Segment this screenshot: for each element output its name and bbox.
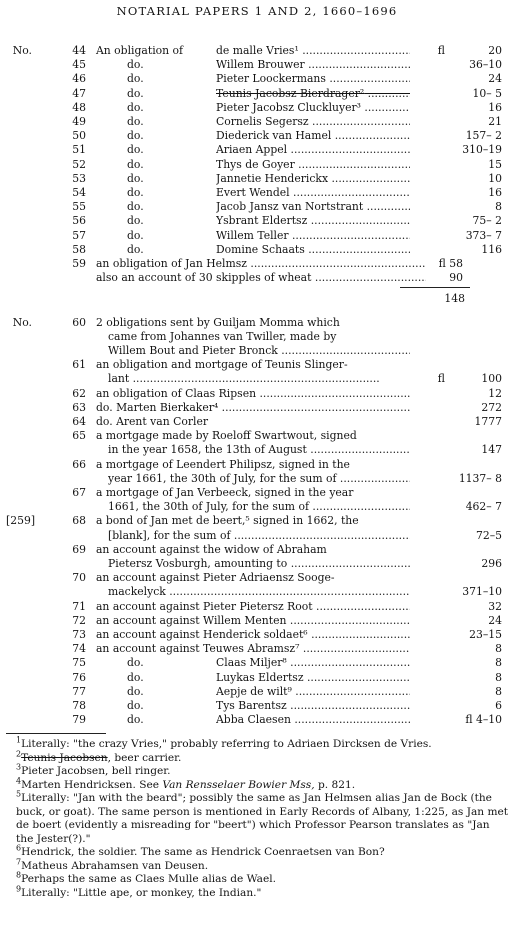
ledger-row: [0, 143, 514, 157]
ledger-row: [0, 115, 514, 129]
item-amount: 371–10: [462, 585, 502, 599]
item-description: do.: [127, 186, 144, 199]
item-name: Thys de Goyer .....: [216, 158, 410, 172]
item-name: Jannetie Henderickx .....: [216, 172, 410, 186]
amount: fl 58: [438, 257, 463, 270]
item-name: de malle Vries¹ .....: [216, 44, 410, 58]
item-number: 49: [72, 115, 86, 128]
item-description: do.: [127, 684, 144, 698]
item-amount: 1777: [474, 415, 502, 428]
item-description: in the year 1658, the 13th of August .....: [108, 443, 410, 457]
ledger-row: [0, 699, 514, 713]
footnote-text: p. 821.: [314, 778, 356, 791]
item-number: 48: [72, 100, 86, 114]
ledger-row: [0, 243, 514, 257]
ledger-row: [0, 316, 514, 330]
ledger-row: [0, 214, 514, 228]
item-description: do.: [127, 200, 144, 214]
item-amount: fl 4–10: [465, 713, 502, 727]
footnote-mark: 2: [16, 749, 22, 759]
footnote-text: Perhaps the same as Claes Mulle alias de Wael.: [21, 873, 276, 886]
ledger-row: [0, 372, 514, 386]
item-prefix: No.: [12, 44, 32, 57]
item-number: 72: [72, 613, 86, 627]
item-amount: 6: [495, 699, 502, 712]
item-description: do.: [127, 129, 144, 143]
item-description: an account against Teuwes Abramsz⁷ .....: [96, 642, 410, 656]
footnote-mark: 4: [16, 776, 22, 786]
item-amount: 272: [481, 400, 502, 414]
item-number: 45: [72, 58, 86, 72]
item-amount: 36–10: [469, 58, 502, 72]
item-description: a mortgage made by Roeloff Swartwout, signed: [96, 429, 357, 443]
item-amount: 75– 2: [472, 214, 502, 228]
item-description: do.: [127, 242, 144, 256]
item-amount: 157– 2: [465, 129, 502, 143]
item-number: 75: [72, 656, 86, 670]
item-amount: 310–19: [462, 143, 502, 157]
item-description: year 1661, the 30th of July, for the sum of .....: [108, 472, 410, 486]
footnote-text: Pieter Jacobsen, bell ringer.: [21, 765, 171, 778]
ledger-row: [0, 600, 514, 614]
ledger-row: [0, 257, 514, 271]
item-amount: 72–5: [475, 528, 502, 542]
ledger-row: [0, 656, 514, 670]
item-name: Ariaen Appel .....: [216, 143, 410, 157]
item-description: 2 obligations sent by Guiljam Momma which: [96, 315, 340, 329]
amount-prefix: fl: [437, 372, 445, 386]
ledger-row: [0, 571, 514, 585]
item-number: 50: [72, 129, 86, 143]
item-description: do.: [127, 214, 144, 228]
item-number: 46: [72, 72, 86, 86]
ledger-row: [0, 344, 514, 358]
ledger-row: [0, 101, 514, 115]
item-number: 63: [72, 400, 86, 414]
ledger-row: [0, 172, 514, 186]
ledger-row: [0, 614, 514, 628]
ledger-row: [0, 44, 514, 58]
item-amount: 10– 5: [472, 86, 502, 100]
item-amount: 16: [488, 186, 502, 199]
item-description: do.: [127, 72, 144, 86]
ledger-row: [0, 557, 514, 571]
amount: 90: [449, 271, 463, 285]
ledger-row: [0, 429, 514, 443]
item-number: 74: [72, 642, 86, 656]
item-name: Willem Teller .....: [216, 229, 410, 243]
item-name: Diederick van Hamel .....: [216, 129, 410, 143]
item-number: 44: [72, 44, 86, 57]
subtotal-amount: 148: [444, 292, 465, 306]
item-description: an account against Henderick soldaet⁶ .....: [96, 628, 410, 642]
ledger-row: [0, 486, 514, 500]
item-amount: 296: [481, 557, 502, 570]
item-name: Evert Wendel .....: [216, 186, 410, 200]
ledger-row: [0, 72, 514, 86]
footnote-mark: 7: [16, 857, 22, 867]
footnote-text: Matheus Abrahamsen van Deusen.: [21, 859, 209, 872]
footnote-text: Literally: "Jan with the beard"; possibly the same as Jan Helmsen alias Jan de Bock (the buck, or goat). The same person is mentioned in Early Records of Albany, 1:225, as Jan met de boert (evidently a misreading for "beert") which Professor Pearson translates as "Jan the Jester(?).": [16, 792, 509, 845]
ledger-row: [0, 472, 514, 486]
item-description: an account against Pieter Adriaensz Sooge-: [96, 571, 335, 585]
footnote: [16, 762, 510, 779]
item-name: Teunis Jacobsz Bierdrager² .....: [216, 87, 410, 101]
item-amount: 20: [488, 44, 502, 57]
ledger-row: [0, 713, 514, 727]
item-amount: 15: [488, 157, 502, 171]
item-amount: 21: [488, 115, 502, 128]
item-number: 51: [72, 143, 86, 157]
item-name: Tys Barentsz .....: [216, 699, 410, 713]
item-description: a mortgage of Leendert Philipsz, signed in the: [96, 457, 350, 471]
item-amount: 147: [481, 443, 502, 457]
item-name: Pieter Loockermans .....: [216, 72, 410, 86]
item-name: Luykas Eldertsz .....: [216, 671, 410, 685]
footnote-text: Literally: "Little ape, or monkey, the Indian.": [21, 886, 262, 899]
item-number: 67: [72, 486, 86, 499]
amount-prefix: fl: [437, 44, 445, 57]
ledger-row: [0, 292, 514, 306]
footnote: [16, 749, 510, 766]
item-amount: 116: [481, 242, 502, 256]
item-number: 56: [72, 214, 86, 228]
footnote-mark: 1: [16, 735, 22, 745]
item-name: Willem Brouwer .....: [216, 58, 410, 72]
item-number: 70: [72, 571, 86, 585]
footnote: [16, 776, 510, 793]
item-number: 77: [72, 684, 86, 698]
item-description: 1661, the 30th of July, for the sum of .....: [108, 500, 410, 514]
item-amount: 10: [488, 171, 502, 185]
item-number: 65: [72, 429, 86, 443]
item-description: do.: [127, 656, 144, 670]
ledger-row: [0, 415, 514, 429]
ledger-row: [0, 642, 514, 656]
ledger-row: [0, 200, 514, 214]
footnote: [16, 843, 510, 860]
item-number: 73: [72, 628, 86, 641]
ledger-row: [0, 443, 514, 457]
item-description: do.: [127, 58, 144, 72]
item-description: an account against the widow of Abraham: [96, 542, 327, 556]
item-description: lant .....: [108, 372, 410, 386]
item-name: Cornelis Segersz .....: [216, 115, 410, 129]
item-amount: 8: [495, 684, 502, 698]
item-amount: 8: [495, 670, 502, 684]
item-description: a bond of Jan met de beert,⁵ signed in 1662, the: [96, 514, 359, 528]
footnote-mark: 8: [16, 870, 22, 880]
ledger-row: [0, 543, 514, 557]
item-number: 59: [72, 257, 86, 270]
item-description: also an account of 30 skipples of wheat .....: [96, 271, 426, 285]
item-amount: 12: [488, 386, 502, 400]
item-number: 64: [72, 415, 86, 428]
item-number: 78: [72, 699, 86, 712]
item-description: Willem Bout and Pieter Bronck .....: [108, 344, 410, 358]
item-number: 60: [72, 315, 86, 329]
item-amount: 373– 7: [465, 228, 502, 242]
item-number: 53: [72, 171, 86, 185]
item-name: Pieter Jacobsz Cluckluyer³ .....: [216, 101, 410, 115]
item-number: 79: [72, 713, 86, 727]
item-description: an account against Pieter Pietersz Root .....: [96, 600, 410, 614]
item-number: 66: [72, 457, 86, 471]
item-description: do.: [127, 228, 144, 242]
footnote-mark: 6: [16, 843, 22, 853]
item-description: an obligation and mortgage of Teunis Slinger-: [96, 358, 348, 372]
item-amount: 24: [488, 72, 502, 86]
footnote-text: Hendrick, the soldier. The same as Hendrick Coenraetsen van Bon?: [21, 846, 385, 859]
footnote: [16, 857, 510, 874]
item-description: do.: [127, 699, 144, 712]
item-name: Claas Miljer⁸ .....: [216, 656, 410, 670]
item-amount: 8: [495, 656, 502, 670]
item-description: do. Marten Bierkaker⁴ .....: [96, 401, 410, 415]
item-description: do.: [127, 670, 144, 684]
ledger-row: [0, 401, 514, 415]
footnote-emphasis: Van Rensselaer Bowier Mss,: [162, 778, 315, 791]
item-description: a mortgage of Jan Verbeeck, signed in the year: [96, 486, 354, 499]
item-description: [blank], for the sum of .....: [108, 529, 410, 543]
running-header: NOTARIAL PAPERS 1 AND 2, 1660–1696: [116, 4, 398, 18]
footnote: [16, 884, 510, 901]
footnote-mark: 9: [16, 884, 22, 894]
item-number: 76: [72, 670, 86, 684]
item-description: an obligation of Claas Ripsen .....: [96, 387, 410, 401]
ledger-row: [0, 358, 514, 372]
ledger-row: [0, 158, 514, 172]
footnote-text: Marten Hendricksen. See: [21, 778, 163, 791]
footnote-strike: Teunis Jacobsen: [21, 751, 108, 764]
ledger-row: [0, 671, 514, 685]
item-name: Abba Claesen .....: [216, 713, 410, 727]
item-prefix: [259]: [6, 514, 36, 528]
footnote: [16, 870, 510, 887]
ledger-row: [0, 330, 514, 344]
item-amount: 16: [488, 100, 502, 114]
ledger-row: [0, 514, 514, 528]
item-number: 69: [72, 542, 86, 556]
item-amount: 100: [481, 372, 502, 386]
ledger-row: [0, 271, 514, 285]
ledger-row: [0, 685, 514, 699]
item-description: do.: [127, 157, 144, 171]
item-description: do.: [127, 86, 144, 100]
ledger-row: [0, 628, 514, 642]
item-number: 47: [72, 86, 86, 100]
footnote-rule: [6, 733, 106, 734]
item-amount: 8: [495, 642, 502, 656]
item-amount: 24: [488, 613, 502, 627]
ledger-row: [0, 229, 514, 243]
footnote: [16, 735, 510, 752]
item-name: Domine Schaats .....: [216, 243, 410, 257]
item-description: an account against Willem Menten .....: [96, 614, 410, 628]
ledger-row: [0, 458, 514, 472]
footnote-mark: 5: [16, 789, 22, 799]
ledger-row: [0, 529, 514, 543]
item-number: 52: [72, 157, 86, 171]
item-description: An obligation of: [96, 44, 184, 57]
item-description: mackelyck .....: [108, 585, 410, 599]
item-number: 71: [72, 599, 86, 613]
item-description: Pietersz Vosburgh, amounting to .....: [108, 557, 410, 571]
footnote-text: Literally: "the crazy Vries," probably referring to Adriaen Dircksen de Vries.: [21, 738, 432, 751]
ledger-row: [0, 387, 514, 401]
item-description: do.: [127, 143, 144, 157]
item-number: 61: [72, 358, 86, 372]
item-number: 54: [72, 186, 86, 199]
item-description: do. Arent van Corler: [96, 415, 209, 428]
item-amount: 1137– 8: [458, 471, 502, 485]
ledger-row: [0, 500, 514, 514]
item-amount: 8: [495, 200, 502, 214]
item-description: an obligation of Jan Helmsz .....: [96, 257, 426, 271]
ledger-row: [0, 58, 514, 72]
item-name: Jacob Jansz van Nortstrant .....: [216, 200, 410, 214]
item-name: Ysbrant Eldertsz .....: [216, 214, 410, 228]
item-amount: 462– 7: [465, 500, 502, 514]
item-description: do.: [127, 115, 144, 128]
item-name: Aepje de wilt⁹ .....: [216, 685, 410, 699]
footnote-mark: 3: [16, 762, 22, 772]
item-amount: 32: [488, 599, 502, 613]
item-number: 62: [72, 386, 86, 400]
item-description: do.: [127, 713, 144, 727]
item-number: 57: [72, 228, 86, 242]
item-description: do.: [127, 100, 144, 114]
footnote-text: , beer carrier.: [107, 751, 182, 764]
item-number: 55: [72, 200, 86, 214]
ledger-row: [0, 186, 514, 200]
item-prefix: No.: [12, 315, 32, 329]
footnote: [16, 789, 510, 846]
ledger-row: [0, 129, 514, 143]
subtotal-rule: [400, 287, 470, 288]
ledger-row: [0, 87, 514, 101]
item-description: do.: [127, 171, 144, 185]
item-amount: 23–15: [469, 628, 502, 641]
item-number: 68: [72, 514, 86, 528]
item-number: 58: [72, 242, 86, 256]
item-description: came from Johannes van Twiller, made by: [108, 329, 337, 343]
ledger-row: [0, 585, 514, 599]
